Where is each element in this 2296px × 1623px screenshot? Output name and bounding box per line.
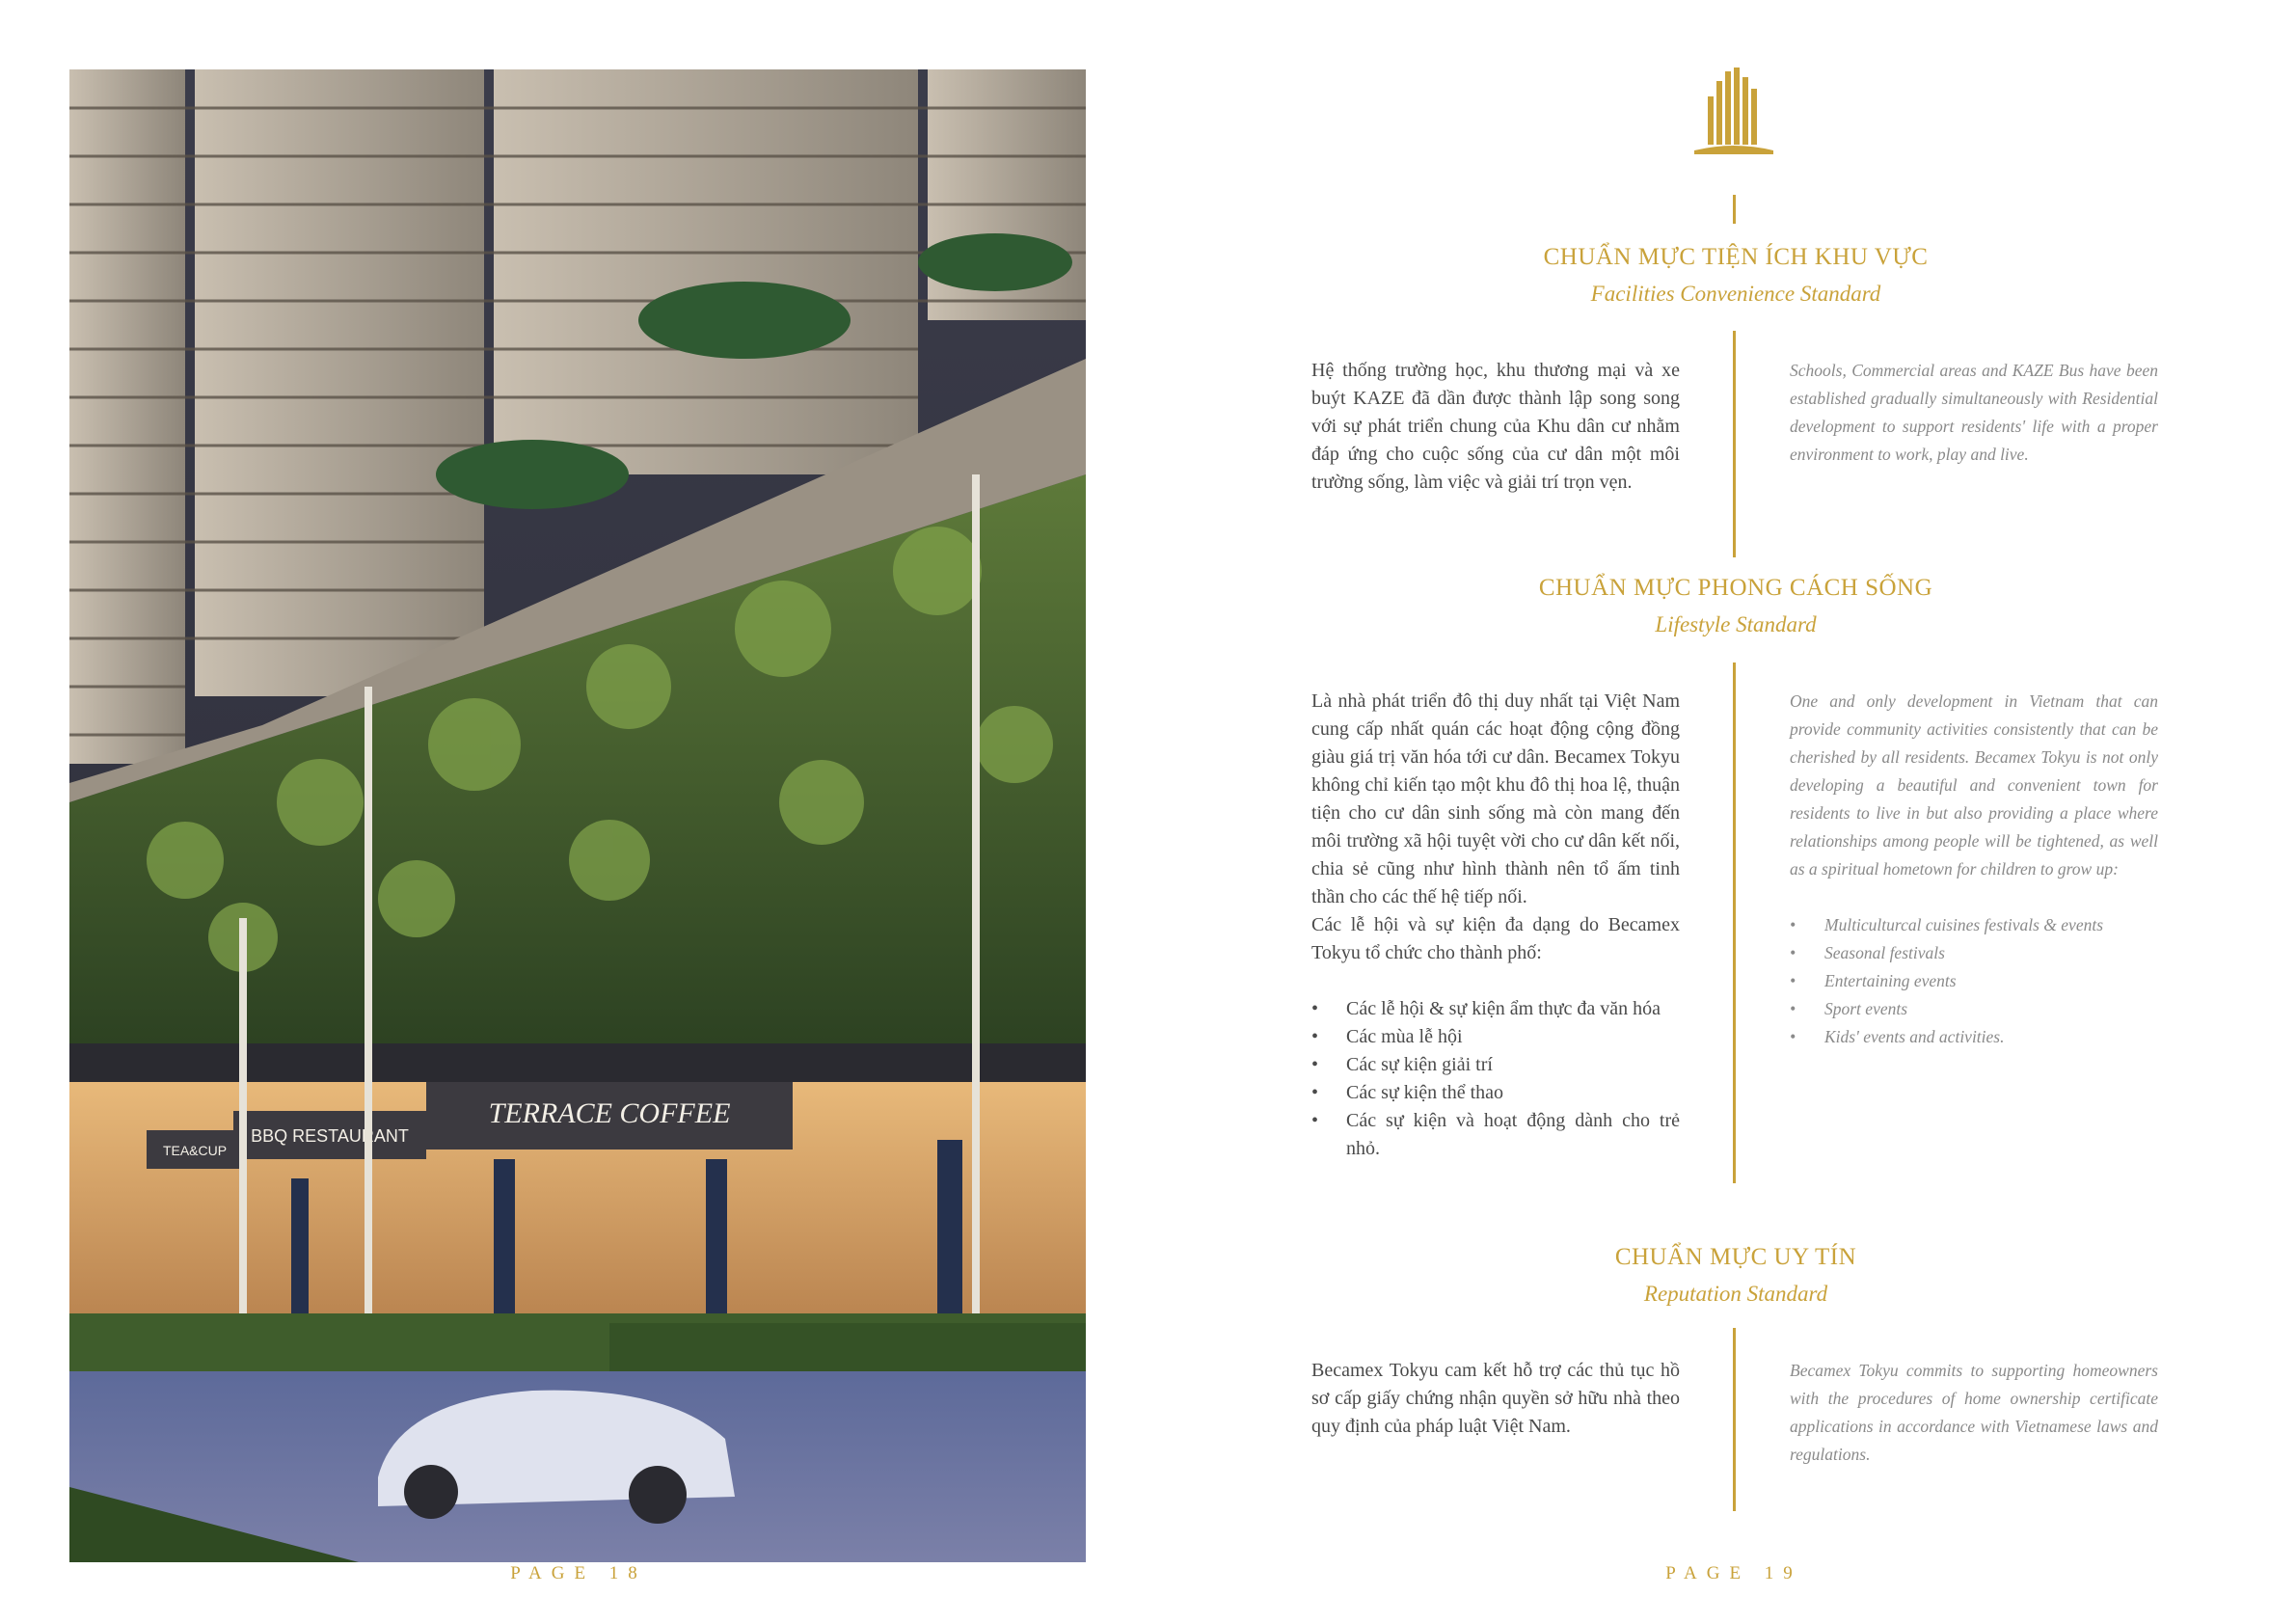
section-text-en [1790, 688, 2158, 1051]
section-heading: CHUẨN MỰC UY TÍN [1614, 1244, 1857, 1270]
section-text-en [1790, 357, 2158, 469]
list-item: • Các lễ hội & sự kiện ẩm thực đa văn hóa [1311, 995, 1680, 1023]
list-item: • Sport events [1790, 995, 2158, 1023]
sign-bbq-restaurant: BBQ RESTAURANT [251, 1126, 409, 1146]
paragraph-vi: Becamex Tokyu cam kết hỗ trợ các thủ tục hồ sơ cấp giấy chứng nhận quyền sở hữu nhà theo quy định của pháp luật Việt Nam. [1311, 1360, 1680, 1437]
paragraph-vi: Hệ thống trường học, khu thương mại và xe buýt KAZE đã dần được thành lập song song với sự phát triển chung của Khu dân cư nhằm đáp ứng cho cuộc sống của cư dân một môi trường sống, làm việc và giải trí trọn vẹn. [1311, 360, 1680, 493]
section-subheading: Facilities Convenience Standard [1590, 282, 1881, 306]
list-item: • Multiculturcal cuisines festivals & events [1790, 911, 2158, 939]
sign-terrace-coffee: TERRACE COFFEE [488, 1097, 731, 1129]
list-item: • Entertaining events [1790, 967, 2158, 995]
section-subheading: Lifestyle Standard [1655, 612, 1817, 636]
bullet-list-vi [1311, 995, 1680, 1163]
section-text-vi [1311, 357, 1680, 497]
divider-line [1733, 195, 1736, 224]
divider-line [1733, 331, 1736, 557]
list-item: • Các sự kiện giải trí [1311, 1051, 1680, 1079]
section-subheading: Reputation Standard [1643, 1282, 1828, 1306]
section-heading: CHUẨN MỰC TIỆN ÍCH KHU VỰC [1543, 244, 1929, 270]
list-item: • Các sự kiện thể thao [1311, 1079, 1680, 1107]
list-item: • Các sự kiện và hoạt động dành cho trẻ nhỏ. [1311, 1107, 1680, 1163]
bullet-list-en [1790, 911, 2158, 1051]
paragraph-en: Becamex Tokyu commits to supporting homeowners with the procedures of home ownership certificate applications in accordance with Vietnamese laws and regulations. [1790, 1361, 2158, 1464]
section-heading: CHUẨN MỰC PHONG CÁCH SỐNG [1538, 575, 1933, 601]
section-text-vi [1311, 1357, 1680, 1441]
paragraph-vi: Các lễ hội và sự kiện đa dạng do Becamex Tokyu tổ chức cho thành phố: [1311, 914, 1680, 963]
building-photo [69, 69, 1086, 1562]
building-logo-icon [1694, 68, 1773, 154]
page-number-right: PAGE 19 [1665, 1563, 1802, 1583]
section-text-en [1790, 1357, 2158, 1469]
paragraph-en: One and only development in Vietnam that can provide community activities consistently that can be cherished by all residents. Becamex Tokyu is not only developing a beautiful and convenient town for residents to live in but also providing a place where relationships among people will be tightened, as well as a spiritual hometown for children to grow up: [1790, 691, 2158, 879]
divider-line [1733, 663, 1736, 1183]
section-text-vi [1311, 688, 1680, 1163]
sign-tea-cup: TEA&CUP [162, 1143, 228, 1158]
list-item: • Seasonal festivals [1790, 939, 2158, 967]
page-number-left: PAGE 18 [510, 1563, 647, 1583]
paragraph-en: Schools, Commercial areas and KAZE Bus have been established gradually simultaneously with Residential development to support residents' life with a proper environment to work, play and live. [1790, 361, 2158, 464]
building-illustration [69, 69, 1086, 1562]
list-item: • Kids' events and activities. [1790, 1023, 2158, 1051]
list-item: • Các mùa lễ hội [1311, 1023, 1680, 1051]
paragraph-vi: Là nhà phát triển đô thị duy nhất tại Việt Nam cung cấp nhất quán các hoạt động cộng đồng giàu giá trị văn hóa tới cư dân. Becamex Tokyu không chỉ kiến tạo một khu đô thị hoa lệ, thuận tiện cho cư dân sinh sống mà còn mang đến môi trường xã hội tuyệt vời cho cư dân kết nối, chia sẻ cũng như hình thành nên tổ ấm tinh thần cho các thế hệ tiếp nối. [1311, 690, 1680, 907]
divider-line [1733, 1328, 1736, 1511]
